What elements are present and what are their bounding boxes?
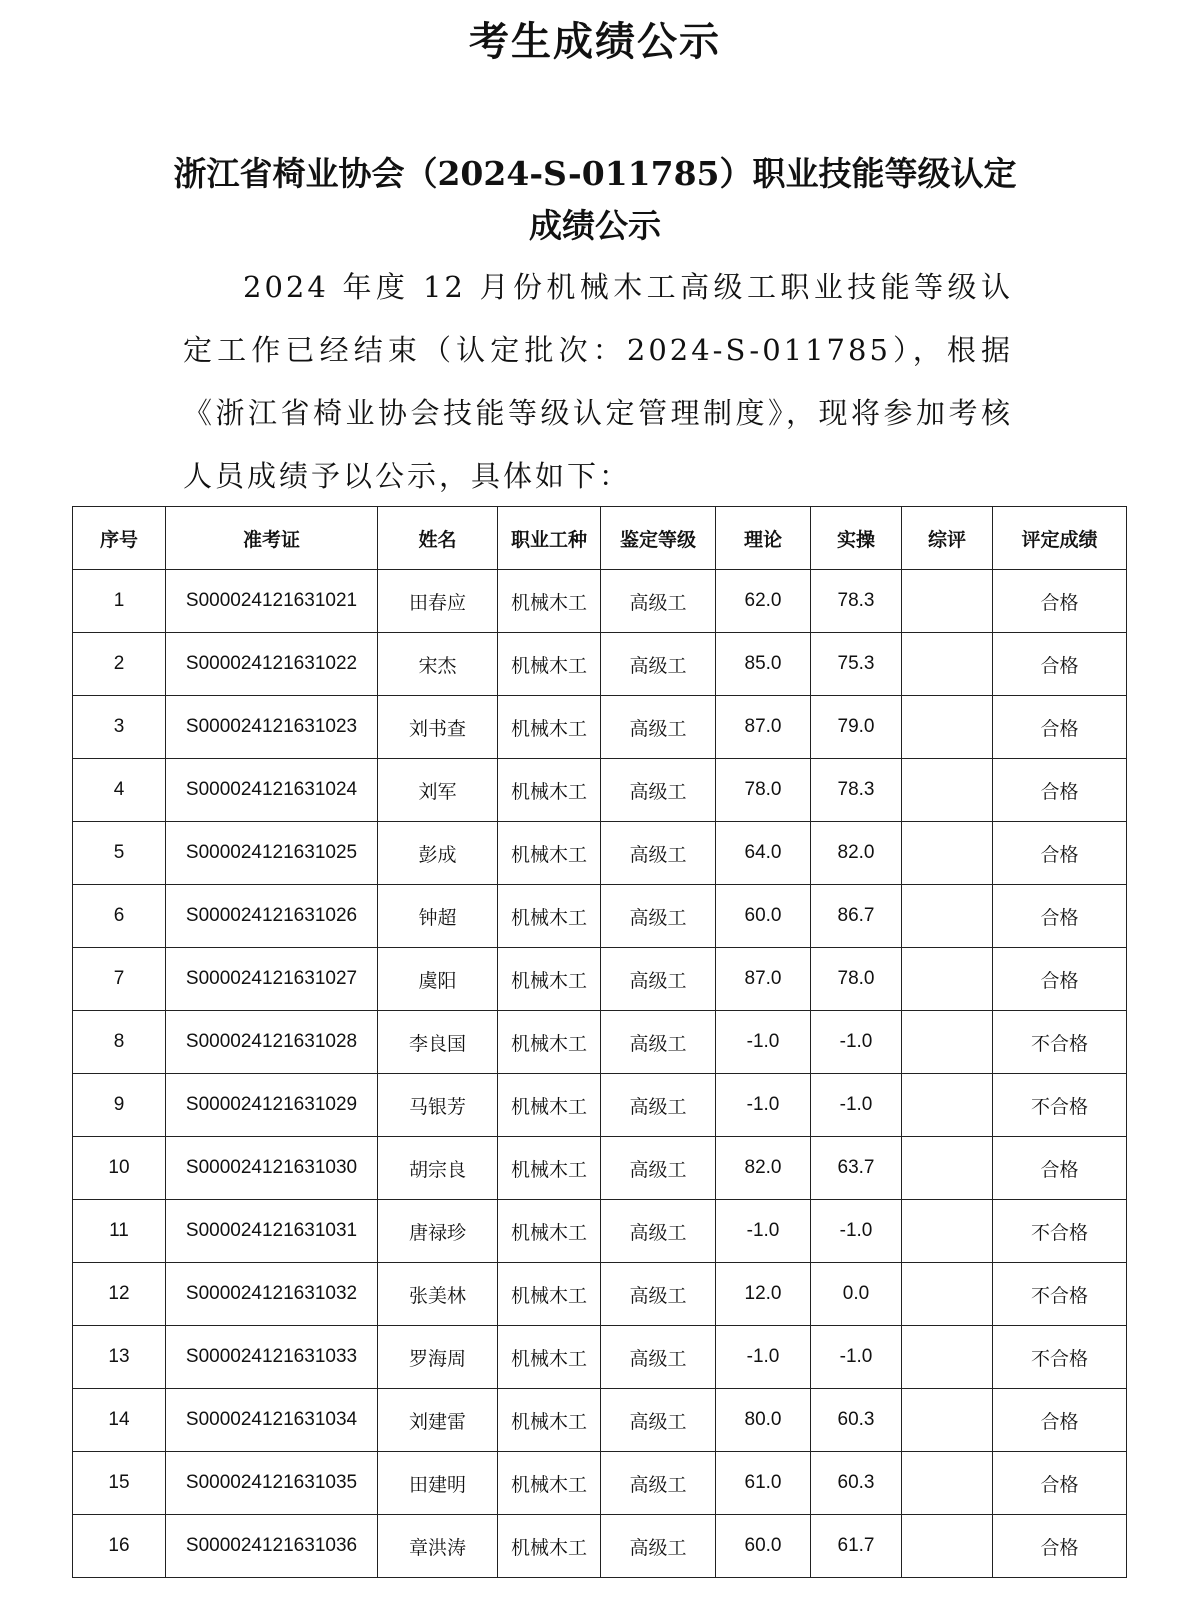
cell-level: 高级工 <box>601 696 716 759</box>
cell-occupation: 机械木工 <box>498 1074 601 1137</box>
cell-theory: 64.0 <box>716 822 811 885</box>
cell-level: 高级工 <box>601 1326 716 1389</box>
cell-result: 不合格 <box>993 1074 1127 1137</box>
cell-occupation: 机械木工 <box>498 1515 601 1578</box>
cell-result: 不合格 <box>993 1200 1127 1263</box>
cell-overall <box>902 1011 993 1074</box>
cell-ticket-number: S000024121631021 <box>166 570 378 633</box>
cell-level: 高级工 <box>601 1137 716 1200</box>
cell-theory: 62.0 <box>716 570 811 633</box>
cell-theory: 87.0 <box>716 948 811 1011</box>
cell-result: 合格 <box>993 822 1127 885</box>
cell-practical: -1.0 <box>811 1074 902 1137</box>
cell-name: 胡宗良 <box>378 1137 498 1200</box>
cell-theory: 87.0 <box>716 696 811 759</box>
cell-name: 刘建雷 <box>378 1389 498 1452</box>
table-row <box>73 1074 1127 1137</box>
cell-overall <box>902 1074 993 1137</box>
document-subheading: 成绩公示 <box>529 206 661 245</box>
cell-result: 不合格 <box>993 1011 1127 1074</box>
cell-practical: 60.3 <box>811 1452 902 1515</box>
cell-index: 13 <box>73 1326 166 1389</box>
cell-ticket-number: S000024121631024 <box>166 759 378 822</box>
cell-practical: 82.0 <box>811 822 902 885</box>
cell-result: 合格 <box>993 759 1127 822</box>
table-row <box>73 1515 1127 1578</box>
cell-level: 高级工 <box>601 1389 716 1452</box>
cell-occupation: 机械木工 <box>498 696 601 759</box>
cell-practical: 75.3 <box>811 633 902 696</box>
cell-index: 5 <box>73 822 166 885</box>
cell-overall <box>902 1515 993 1578</box>
cell-level: 高级工 <box>601 759 716 822</box>
cell-ticket-number: S000024121631033 <box>166 1326 378 1389</box>
cell-ticket-number: S000024121631025 <box>166 822 378 885</box>
cell-theory: 78.0 <box>716 759 811 822</box>
cell-level: 高级工 <box>601 1452 716 1515</box>
cell-result: 合格 <box>993 885 1127 948</box>
cell-ticket-number: S000024121631023 <box>166 696 378 759</box>
table-row <box>73 759 1127 822</box>
cell-theory: -1.0 <box>716 1074 811 1137</box>
table-row <box>73 822 1127 885</box>
table-row <box>73 1389 1127 1452</box>
cell-practical: 63.7 <box>811 1137 902 1200</box>
cell-occupation: 机械木工 <box>498 822 601 885</box>
cell-ticket-number: S000024121631027 <box>166 948 378 1011</box>
cell-ticket-number: S000024121631029 <box>166 1074 378 1137</box>
cell-result: 合格 <box>993 1452 1127 1515</box>
cell-index: 3 <box>73 696 166 759</box>
cell-result: 不合格 <box>993 1326 1127 1389</box>
results-table <box>72 506 1127 1578</box>
cell-name: 田建明 <box>378 1452 498 1515</box>
cell-occupation: 机械木工 <box>498 633 601 696</box>
cell-overall <box>902 696 993 759</box>
cell-overall <box>902 1326 993 1389</box>
cell-level: 高级工 <box>601 633 716 696</box>
cell-occupation: 机械木工 <box>498 1389 601 1452</box>
cell-practical: 0.0 <box>811 1263 902 1326</box>
document-heading: 浙江省椅业协会（2024-S-011785）职业技能等级认定 <box>173 154 1017 193</box>
cell-occupation: 机械木工 <box>498 570 601 633</box>
cell-result: 不合格 <box>993 1263 1127 1326</box>
header-theory: 理论 <box>716 507 811 570</box>
cell-level: 高级工 <box>601 885 716 948</box>
header-practical: 实操 <box>811 507 902 570</box>
cell-occupation: 机械木工 <box>498 759 601 822</box>
cell-name: 张美林 <box>378 1263 498 1326</box>
table-row <box>73 885 1127 948</box>
cell-index: 7 <box>73 948 166 1011</box>
cell-ticket-number: S000024121631026 <box>166 885 378 948</box>
cell-index: 14 <box>73 1389 166 1452</box>
table-row <box>73 1200 1127 1263</box>
table-row <box>73 948 1127 1011</box>
cell-level: 高级工 <box>601 1515 716 1578</box>
cell-practical: 79.0 <box>811 696 902 759</box>
header-index: 序号 <box>73 507 166 570</box>
cell-overall <box>902 885 993 948</box>
cell-result: 合格 <box>993 633 1127 696</box>
cell-occupation: 机械木工 <box>498 1200 601 1263</box>
cell-practical: 78.3 <box>811 570 902 633</box>
cell-overall <box>902 759 993 822</box>
cell-occupation: 机械木工 <box>498 1326 601 1389</box>
cell-level: 高级工 <box>601 1074 716 1137</box>
cell-ticket-number: S000024121631035 <box>166 1452 378 1515</box>
table-row <box>73 1011 1127 1074</box>
cell-overall <box>902 948 993 1011</box>
cell-index: 11 <box>73 1200 166 1263</box>
cell-result: 合格 <box>993 570 1127 633</box>
cell-result: 合格 <box>993 1515 1127 1578</box>
cell-overall <box>902 1263 993 1326</box>
cell-ticket-number: S000024121631030 <box>166 1137 378 1200</box>
cell-overall <box>902 1137 993 1200</box>
cell-name: 宋杰 <box>378 633 498 696</box>
cell-ticket-number: S000024121631032 <box>166 1263 378 1326</box>
cell-occupation: 机械木工 <box>498 1011 601 1074</box>
cell-overall <box>902 633 993 696</box>
cell-index: 1 <box>73 570 166 633</box>
cell-index: 4 <box>73 759 166 822</box>
cell-level: 高级工 <box>601 1011 716 1074</box>
cell-practical: 61.7 <box>811 1515 902 1578</box>
cell-index: 15 <box>73 1452 166 1515</box>
cell-result: 合格 <box>993 696 1127 759</box>
cell-ticket-number: S000024121631036 <box>166 1515 378 1578</box>
table-header-row <box>73 507 1127 570</box>
table-row <box>73 570 1127 633</box>
cell-level: 高级工 <box>601 948 716 1011</box>
cell-name: 李良国 <box>378 1011 498 1074</box>
cell-theory: 12.0 <box>716 1263 811 1326</box>
cell-index: 8 <box>73 1011 166 1074</box>
cell-index: 9 <box>73 1074 166 1137</box>
cell-name: 罗海周 <box>378 1326 498 1389</box>
cell-ticket-number: S000024121631028 <box>166 1011 378 1074</box>
cell-theory: -1.0 <box>716 1326 811 1389</box>
cell-ticket-number: S000024121631022 <box>166 633 378 696</box>
cell-name: 田春应 <box>378 570 498 633</box>
cell-result: 合格 <box>993 1137 1127 1200</box>
cell-overall <box>902 822 993 885</box>
cell-occupation: 机械木工 <box>498 1452 601 1515</box>
cell-overall <box>902 570 993 633</box>
cell-name: 钟超 <box>378 885 498 948</box>
header-level: 鉴定等级 <box>601 507 716 570</box>
cell-theory: 60.0 <box>716 1515 811 1578</box>
cell-overall <box>902 1452 993 1515</box>
cell-index: 12 <box>73 1263 166 1326</box>
page-title: 考生成绩公示 <box>469 18 721 65</box>
header-result: 评定成绩 <box>993 507 1127 570</box>
cell-theory: 60.0 <box>716 885 811 948</box>
cell-index: 6 <box>73 885 166 948</box>
cell-name: 虞阳 <box>378 948 498 1011</box>
cell-index: 2 <box>73 633 166 696</box>
cell-theory: 85.0 <box>716 633 811 696</box>
cell-theory: 80.0 <box>716 1389 811 1452</box>
cell-practical: 86.7 <box>811 885 902 948</box>
header-occupation: 职业工种 <box>498 507 601 570</box>
cell-result: 合格 <box>993 948 1127 1011</box>
cell-level: 高级工 <box>601 822 716 885</box>
cell-occupation: 机械木工 <box>498 1263 601 1326</box>
cell-index: 16 <box>73 1515 166 1578</box>
cell-practical: -1.0 <box>811 1200 902 1263</box>
cell-index: 10 <box>73 1137 166 1200</box>
table-row <box>73 633 1127 696</box>
table-row <box>73 696 1127 759</box>
cell-occupation: 机械木工 <box>498 885 601 948</box>
cell-name: 刘军 <box>378 759 498 822</box>
cell-practical: 60.3 <box>811 1389 902 1452</box>
header-overall: 综评 <box>902 507 993 570</box>
cell-name: 彭成 <box>378 822 498 885</box>
cell-practical: -1.0 <box>811 1326 902 1389</box>
cell-ticket-number: S000024121631034 <box>166 1389 378 1452</box>
table-row <box>73 1452 1127 1515</box>
cell-level: 高级工 <box>601 1263 716 1326</box>
cell-name: 马银芳 <box>378 1074 498 1137</box>
cell-name: 章洪涛 <box>378 1515 498 1578</box>
cell-ticket-number: S000024121631031 <box>166 1200 378 1263</box>
cell-theory: 82.0 <box>716 1137 811 1200</box>
cell-overall <box>902 1389 993 1452</box>
cell-level: 高级工 <box>601 570 716 633</box>
intro-paragraph: 2024 年度 12 月份机械木工高级工职业技能等级认定工作已经结束（认定批次：2024-S-011785），根据《浙江省椅业协会技能等级认定管理制度》，现将参加考核人员成绩予以公示，具体如下： <box>183 270 1013 493</box>
cell-name: 唐禄珍 <box>378 1200 498 1263</box>
cell-overall <box>902 1200 993 1263</box>
header-name: 姓名 <box>378 507 498 570</box>
cell-result: 合格 <box>993 1389 1127 1452</box>
cell-practical: -1.0 <box>811 1011 902 1074</box>
cell-occupation: 机械木工 <box>498 948 601 1011</box>
cell-theory: -1.0 <box>716 1200 811 1263</box>
table-row <box>73 1137 1127 1200</box>
cell-occupation: 机械木工 <box>498 1137 601 1200</box>
cell-practical: 78.3 <box>811 759 902 822</box>
cell-practical: 78.0 <box>811 948 902 1011</box>
cell-theory: 61.0 <box>716 1452 811 1515</box>
header-ticket-number: 准考证 <box>166 507 378 570</box>
table-row <box>73 1326 1127 1389</box>
table-row <box>73 1263 1127 1326</box>
cell-level: 高级工 <box>601 1200 716 1263</box>
cell-theory: -1.0 <box>716 1011 811 1074</box>
cell-name: 刘书查 <box>378 696 498 759</box>
